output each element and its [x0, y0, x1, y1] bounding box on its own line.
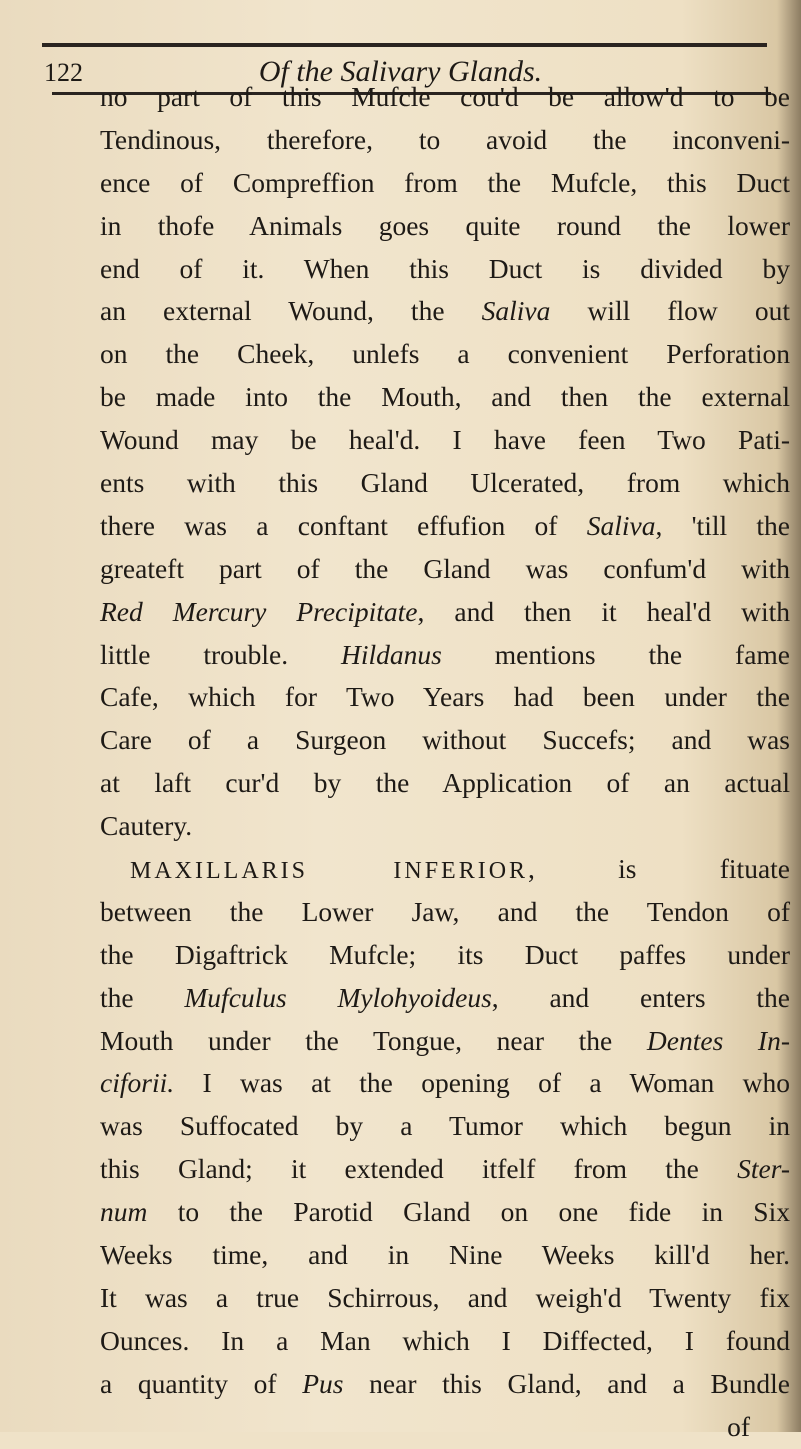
text-segment: Weeks time, and in Nine Weeks kill'd her. — [100, 1239, 790, 1271]
text-segment: ents with this Gland Ulcerated, from which — [100, 467, 790, 499]
text-line — [100, 1020, 790, 1063]
text-segment: Care of a Surgeon without Succefs; and was — [100, 724, 790, 756]
small-caps-heading: MAXILLARIS INFERIOR — [130, 858, 529, 885]
text-segment: little trouble. — [100, 638, 342, 670]
text-line — [100, 762, 790, 805]
italic-term: Mufculus Mylohyoideus — [184, 981, 492, 1013]
text-segment: Mouth under the Tongue, near the — [100, 1024, 647, 1056]
text-segment: Cautery. — [100, 810, 193, 842]
text-segment: to the Parotid Gland on one fide in Six — [147, 1196, 790, 1228]
text-segment: , and then it heal'd with — [417, 595, 791, 627]
text-line — [100, 119, 790, 162]
text-line — [100, 676, 790, 719]
text-segment: between the Lower Jaw, and the Tendon of — [100, 895, 790, 927]
text-line — [100, 205, 790, 248]
text-segment: at laft cur'd by the Application of an actual — [100, 767, 790, 799]
text-line — [100, 1320, 790, 1363]
italic-term: Hildanus — [341, 638, 442, 670]
text-line — [100, 548, 790, 591]
italic-term: Dentes In- — [646, 1024, 790, 1056]
text-line — [100, 462, 790, 505]
italic-term: Ster- — [737, 1153, 790, 1185]
text-line — [100, 977, 790, 1020]
text-segment: It was a true Schirrous, and weigh'd Twenty fix — [100, 1281, 790, 1313]
text-line — [100, 1363, 790, 1406]
italic-term: ciforii. — [100, 1067, 175, 1099]
text-line — [100, 891, 790, 934]
text-segment: this Gland; it extended itfelf from the — [100, 1153, 738, 1185]
top-rule — [42, 43, 767, 47]
text-segment: Cafe, which for Two Years had been under the — [100, 681, 790, 713]
text-line — [100, 1234, 790, 1277]
text-segment: greateft part of the Gland was confum'd with — [100, 552, 790, 584]
text-segment: , 'till the — [655, 509, 790, 541]
text-segment: mentions the fame — [441, 638, 790, 670]
text-segment: end of it. When this Duct is divided by — [100, 252, 790, 284]
text-segment: on the Cheek, unlefs a convenient Perforation — [100, 338, 790, 370]
text-line — [100, 248, 790, 291]
text-segment: , is fituate — [528, 853, 790, 885]
text-segment: Tendinous, therefore, to avoid the inconveni- — [100, 123, 790, 155]
text-line — [100, 505, 790, 548]
italic-term: Saliva — [586, 509, 656, 541]
text-segment: near this Gland, and a Bundle — [343, 1367, 790, 1399]
text-segment: there was a conftant effufion of — [100, 509, 587, 541]
page-number: 122 — [44, 58, 83, 87]
text-segment: the Digaftrick Mufcle; its Duct paffes under — [100, 938, 790, 970]
text-segment: an external Wound, the — [100, 295, 482, 327]
text-segment: was Suffocated by a Tumor which begun in — [100, 1110, 790, 1142]
text-line — [100, 1062, 790, 1105]
text-segment: in thofe Animals goes quite round the lower — [100, 209, 790, 241]
text-segment: ence of Compreffion from the Mufcle, this Duct — [100, 166, 790, 198]
text-line — [100, 419, 790, 462]
text-line — [100, 376, 790, 419]
text-segment: will flow out — [550, 295, 790, 327]
italic-term: Pus — [302, 1367, 344, 1399]
text-line — [100, 1406, 790, 1449]
page-body-text — [100, 76, 790, 1449]
text-segment: the — [100, 981, 185, 1013]
text-line — [100, 1277, 790, 1320]
text-line — [100, 634, 790, 677]
text-segment: be made into the Mouth, and then the external — [100, 381, 790, 413]
text-line — [100, 848, 790, 891]
italic-term: Red Mercury Precipitate — [100, 595, 418, 627]
text-line — [100, 1191, 790, 1234]
text-segment: Wound may be heal'd. I have feen Two Pati- — [100, 424, 790, 456]
text-segment: of — [727, 1410, 750, 1442]
italic-term: num — [100, 1196, 148, 1228]
italic-term: Saliva — [481, 295, 551, 327]
text-line — [100, 719, 790, 762]
text-line — [100, 333, 790, 376]
text-segment: I was at the opening of a Woman who — [174, 1067, 790, 1099]
text-line — [100, 934, 790, 977]
text-line — [100, 591, 790, 634]
text-line — [100, 76, 790, 119]
text-line — [100, 1105, 790, 1148]
text-segment: a quantity of — [100, 1367, 303, 1399]
text-segment: , and enters the — [491, 981, 790, 1013]
text-segment: Ounces. In a Man which I Diffected, I found — [100, 1324, 790, 1356]
text-line — [100, 1148, 790, 1191]
text-line — [100, 805, 790, 848]
running-title: Of the Salivary Glands. — [258, 55, 543, 88]
text-line — [100, 162, 790, 205]
text-line — [100, 290, 790, 333]
text-segment: no part of this Mufcle cou'd be allow'd to be — [100, 81, 790, 112]
